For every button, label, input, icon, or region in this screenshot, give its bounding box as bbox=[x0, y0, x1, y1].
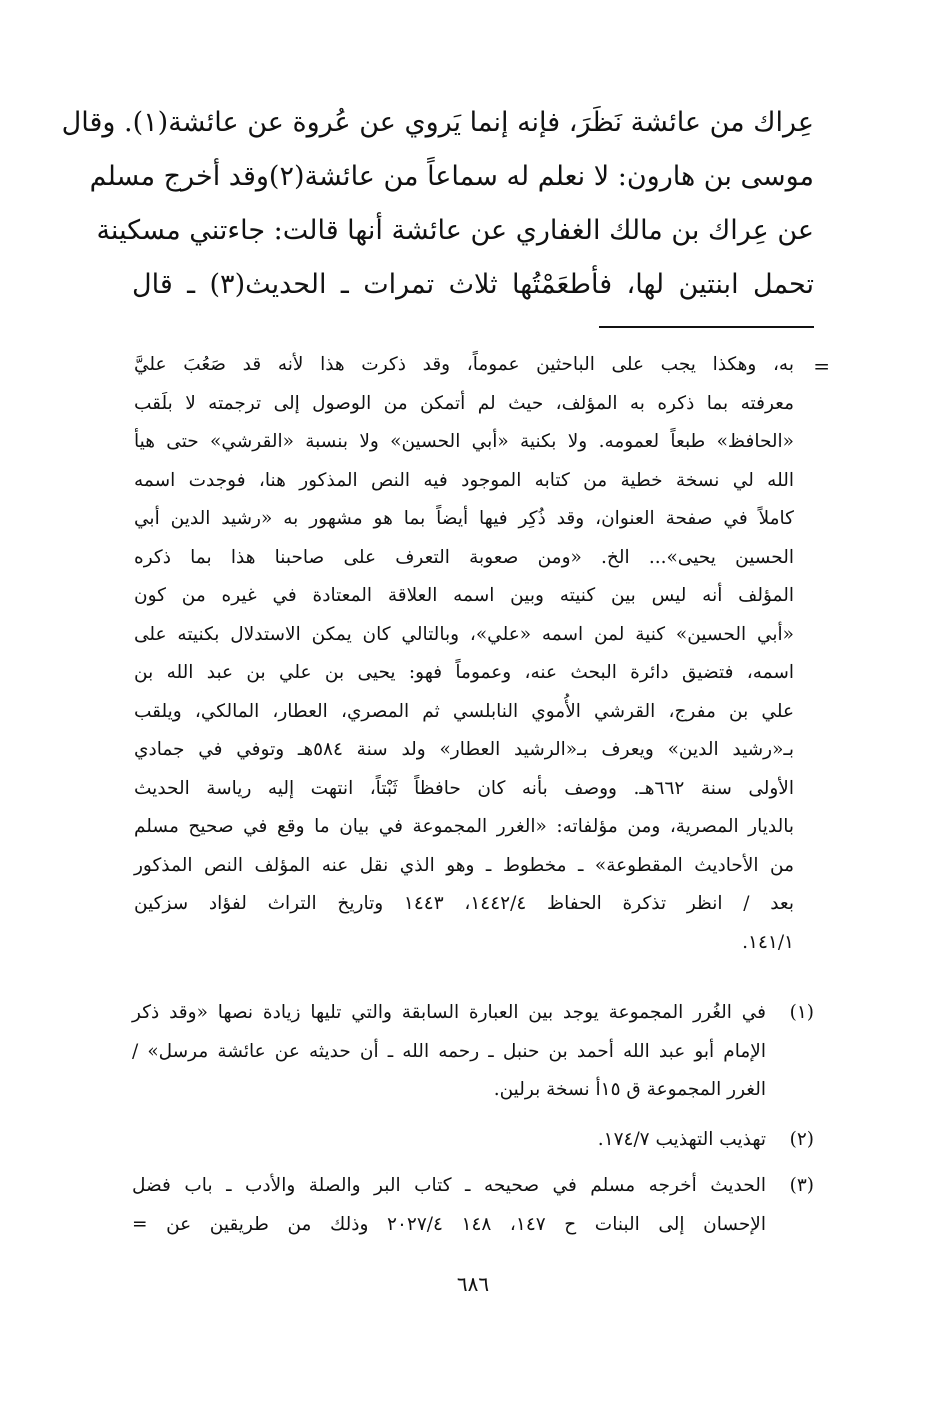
footnote-line: الإمام أبو عبد الله أحمد بن حنبل ـ رحمه الله ـ أن حديثه عن عائشة مرسل» / bbox=[132, 1040, 766, 1062]
footnote-number: (٣) bbox=[789, 1175, 814, 1196]
page-number: ٦٨٦ bbox=[456, 1272, 490, 1296]
continuation-marker: = bbox=[813, 354, 830, 378]
footnote-line: اسمه، فتضيق دائرة البحث عنه، وعموماً فهو: يحيى بن علي بن عبد الله بن bbox=[134, 662, 794, 683]
footnote-line: الإحسان إلى البنات ح ١٤٧، ١٤٨ ٢٠٢٧/٤ وذلك من طريقين عن = bbox=[132, 1213, 766, 1235]
main-text-line: عن عِراك بن مالك الغفاري عن عائشة أنها قالت: جاءتني مسكينة bbox=[96, 215, 814, 246]
main-text-line: عِراك من عائشة نَظَرَ، فإنه إنما يَروي عن عُروة عن عائشة(١). وقال bbox=[61, 107, 814, 138]
footnote-continued bbox=[134, 346, 794, 962]
footnote-line: ١٤١/١. bbox=[742, 931, 794, 953]
footnote-line: الأولى سنة ٦٦٢هـ. ووصف بأنه كان حافظاً ثَبْتاً، انتهت إليه رياسة الحديث bbox=[134, 777, 795, 799]
footnote-line: في الغُرر المجموعة يوجد بين العبارة السابقة والتي تليها زيادة نصها «وقد ذكر bbox=[132, 1002, 766, 1023]
footnote-line: «أبي الحسين» كنية لمن اسمه «علي»، وبالتالي كان يمكن الاستدلال بكنيته على bbox=[134, 623, 794, 645]
footnote-line: تهذيب التهذيب ١٧٤/٧. bbox=[597, 1129, 766, 1150]
footnote-1 bbox=[132, 994, 814, 1110]
footnote-number: (٢) bbox=[789, 1129, 814, 1150]
footnote-line: المؤلف أنه ليس بين كنيته وبين اسمه العلاقة المعتادة في غيره من كون bbox=[134, 585, 794, 606]
footnote-line: الحسين يحيى»... الخ. «ومن صعوبة التعرف على صاحبنا هذا بما ذكره bbox=[134, 546, 794, 568]
main-text-line: موسى بن هارون: لا نعلم له سماعاً من عائشة(٢)وقد أخرج مسلم bbox=[89, 161, 814, 192]
footnote-number: (١) bbox=[789, 1002, 814, 1023]
footnote-separator-rule bbox=[599, 326, 814, 328]
footnote-line: من الأحاديث المقطوعة» ـ مخطوط ـ وهو الذي نقل عنه المؤلف النص المذكور bbox=[134, 854, 794, 876]
footnote-2 bbox=[132, 1121, 814, 1160]
footnote-line: كاملاً في صفحة العنوان، وقد ذُكِر فيها أيضاً بما هو مشهور به «رشيد الدين أبي bbox=[134, 508, 794, 529]
footnote-line: بـ«رشيد الدين» ويعرف بـ«الرشيد العطار» ولد سنة ٥٨٤هـ وتوفي في جمادي bbox=[134, 739, 794, 760]
main-text-line: تحمل ابنتين لها، فأطعَمْتُها ثلاث تمرات ـ الحديث(٣) ـ قال bbox=[132, 269, 814, 300]
footnote-line: معرفته بما ذكره به المؤلف، حيث لم أتمكن من الوصول إلى ترجمته لا بلَقب bbox=[134, 392, 794, 414]
footnote-line: الغرر المجموعة ق ١٥أ نسخة برلين. bbox=[493, 1079, 766, 1100]
footnote-line: به، وهكذا يجب على الباحثين عموماً، وقد ذكرت هذا لأنه قد صَعُبَ عليَّ bbox=[134, 354, 794, 375]
footnote-line: بالديار المصرية، ومن مؤلفاته: «الغرر المجموعة في بيان ما وقع في صحيح مسلم bbox=[134, 816, 794, 837]
footnote-line: علي بن مفرج، القرشي الأُموي النابلسي ثم المصري، العطار، المالكي، ويلقب bbox=[134, 700, 794, 722]
footnote-line: «الحافظ» طبعاً لعمومه. ولا بكنية «أبي الحسين» ولا بنسبة «القرشي» حتى هيأ bbox=[134, 431, 794, 452]
footnote-line: بعد / انظر تذكرة الحفاظ ١٤٤٢/٤، ١٤٤٣ وتاريخ التراث لفؤاد سزكين bbox=[134, 893, 794, 914]
footnote-line: الحديث أخرجه مسلم في صحيحه ـ كتاب البر والصلة والأدب ـ باب فضل bbox=[132, 1175, 766, 1196]
footnote-3 bbox=[132, 1167, 814, 1244]
main-text bbox=[61, 96, 814, 312]
footnote-line: الله لي نسخة خطية من كتابه الموجود فيه النص المذكور هنا، فوجدت اسمه bbox=[134, 469, 794, 491]
